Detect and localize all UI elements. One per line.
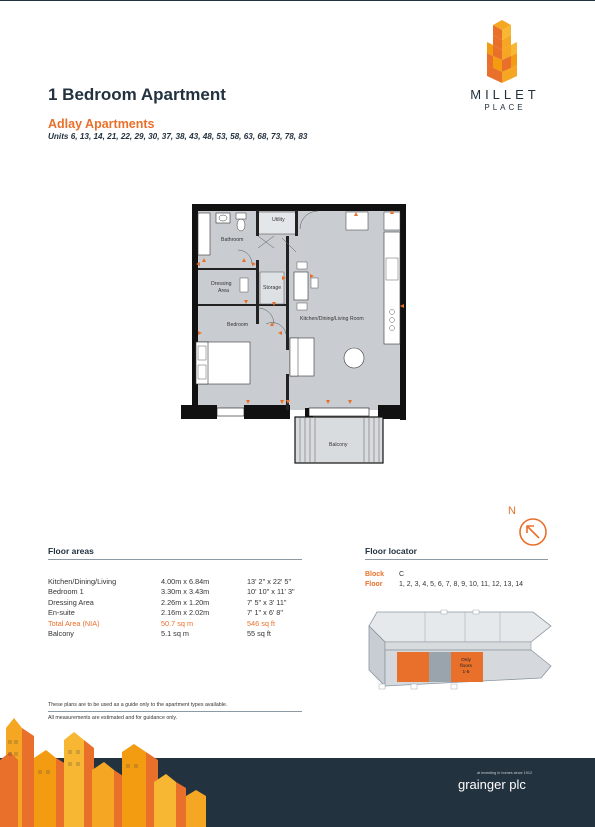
floor-plan	[178, 200, 418, 470]
brand-line-1: MILLET	[470, 87, 540, 102]
floor-locator-heading: Floor locator	[365, 546, 417, 556]
room-label-dressing: Dressing	[211, 281, 232, 287]
floor-locator-rule	[365, 559, 548, 560]
table-row-total: Total Area (NIA) 50.7 sq m 546 sq ft	[48, 618, 275, 628]
map-label-1: Only	[461, 658, 471, 663]
brand-line-2: PLACE	[484, 103, 526, 112]
room-label-utility: Utility	[272, 217, 285, 223]
footer-brand: grainger plc	[458, 777, 526, 792]
block-label: Block	[365, 571, 385, 578]
room-label-dressing-2: Area	[218, 288, 229, 294]
floor-areas-heading: Floor areas	[48, 546, 94, 556]
table-row: Balcony 5.1 sq m 55 sq ft	[48, 629, 271, 639]
footnote-2: All measurements are estimated and for guidance only.	[48, 715, 178, 721]
table-row: Bedroom 1 3.30m x 3.43m 10' 10" x 11' 3"	[48, 587, 295, 597]
floor-value: 1, 2, 3, 4, 5, 6, 7, 8, 9, 10, 11, 12, 13, 14	[399, 581, 524, 588]
page-title: 1 Bedroom Apartment	[48, 85, 226, 104]
room-label-balcony: Balcony	[329, 442, 348, 448]
floor-row	[365, 581, 523, 588]
buildings-graphic-icon	[0, 700, 210, 827]
millet-place-logo-icon	[482, 20, 522, 84]
top-rule	[0, 0, 595, 1]
table-row: Kitchen/Dining/Living 4.00m x 6.84m 13' 2" x 22' 5"	[48, 576, 292, 586]
brand-wordmark	[455, 87, 555, 112]
map-label-2: floors	[460, 664, 472, 669]
floor-areas-rule	[48, 559, 302, 560]
room-label-bathroom: Bathroom	[221, 237, 244, 243]
north-label: N	[508, 505, 516, 517]
table-row: En-suite 2.16m x 2.02m 7' 1" x 6' 8"	[48, 608, 283, 618]
room-label-kitchen: Kitchen/Dining/Living Room	[300, 316, 364, 322]
room-label-storage: Storage	[263, 285, 282, 291]
unit-list: Units 6, 13, 14, 21, 22, 29, 30, 37, 38, 43, 48, 53, 58, 63, 68, 73, 78, 83	[48, 132, 308, 141]
development-name: Adlay Apartments	[48, 117, 155, 131]
footnote-1: These plans are to be used as a guide only to the apartment types available.	[48, 702, 228, 708]
block-row	[365, 571, 404, 578]
floor-label: Floor	[365, 581, 383, 588]
block-value: C	[399, 571, 405, 578]
map-label-3: 1-5	[462, 670, 470, 675]
footer-tagline: at investing in homes since 1912	[477, 771, 533, 775]
room-label-bedroom: Bedroom	[227, 322, 249, 328]
table-row: Dressing Area 2.26m x 1.20m 7' 5" x 3' 11"	[48, 597, 287, 607]
floor-areas-table	[48, 576, 317, 639]
floor-locator-map	[355, 608, 555, 696]
